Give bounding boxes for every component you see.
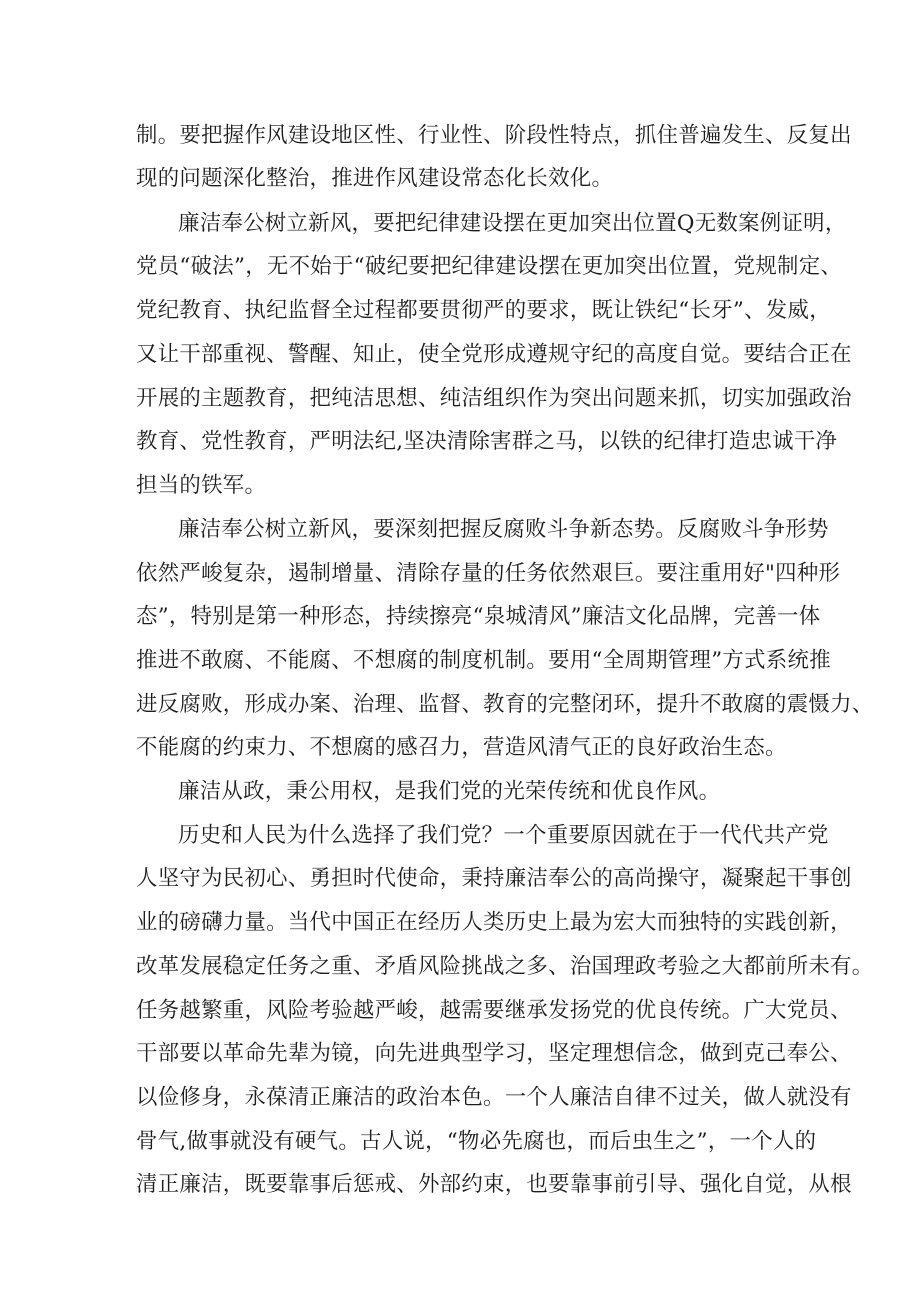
text-line: 改革发展稳定任务之重、矛盾风险挑战之多、治国理政考验之大都前所未有。	[136, 954, 874, 979]
text-line: 进反腐败，形成办案、治理、监督、教育的完整闭环，提升不敢腐的震慑力、	[136, 692, 874, 717]
text-line: 党员“破法”，无不始于“破纪要把纪律建设摆在更加突出位置，党规制定、	[136, 254, 843, 279]
text-line: 制。要把握作风建设地区性、行业性、阶段性特点，抓住普遍发生、反复出	[136, 123, 852, 148]
text-line: 现的问题深化整治，推进作风建设常态化长效化。	[136, 166, 614, 191]
text-line: 廉洁从政，秉公用权，是我们党的光荣传统和优良作风。	[178, 779, 721, 804]
text-line: 又让干部重视、警醒、知止，使全党形成遵规守纪的高度自觉。要结合正在	[136, 342, 852, 367]
text-line: 教育、党性教育，严明法纪,坚决清除害群之马，以铁的纪律打造忠诚干净	[136, 429, 838, 454]
text-line: 推进不敢腐、不能腐、不想腐的制度机制。要用“全周期管理”方式系统推	[136, 648, 831, 673]
text-line: 廉洁奉公树立新风，要把纪律建设摆在更加突出位置Q无数案例证明，	[178, 211, 847, 236]
text-line: 历史和人民为什么选择了我们党？一个重要原因就在于一代代共产党	[178, 823, 829, 848]
text-line: 依然严峻复杂，遏制增量、清除存量的任务依然艰巨。要注重用好"四种形	[136, 561, 841, 586]
text-line: 开展的主题教育，把纯洁思想、纯洁组织作为突出问题来抓，切实加强政治	[136, 386, 852, 411]
text-line: 骨气,做事就没有硬气。古人说，“物必先腐也，而后虫生之”，一个人的	[136, 1129, 817, 1154]
text-line: 不能腐的约束力、不想腐的感召力，营造风清气正的良好政治生态。	[136, 735, 787, 760]
text-line: 廉洁奉公树立新风，要深刻把握反腐败斗争新态势。反腐败斗争形势	[178, 517, 829, 542]
text-line: 业的磅礴力量。当代中国正在经历人类历史上最为宏大而独特的实践创新，	[136, 910, 852, 935]
text-line: 党纪教育、执纪监督全过程都要贯彻严的要求，既让铁纪“长牙”、发威，	[136, 298, 831, 323]
text-line: 任务越繁重，风险考验越严峻，越需要继承发扬党的优良传统。广大党员、	[136, 998, 852, 1023]
text-line: 担当的铁军。	[136, 473, 267, 498]
text-line: 干部要以革命先辈为镜，向先进典型学习，坚定理想信念，做到克己奉公、	[136, 1041, 852, 1066]
text-line: 态”，特别是第一种形态，持续擦亮“泉城清风”廉洁文化品牌，完善一体	[136, 604, 821, 629]
text-line: 以俭修身，永葆清正廉洁的政治本色。一个人廉洁自律不过关，做人就没有	[136, 1085, 852, 1110]
text-line: 人坚守为民初心、勇担时代使命，秉持廉洁奉公的高尚操守，凝聚起干事创	[136, 866, 852, 891]
text-line: 清正廉洁，既要靠事后惩戒、外部约束，也要靠事前引导、强化自觉，从根	[136, 1172, 852, 1197]
